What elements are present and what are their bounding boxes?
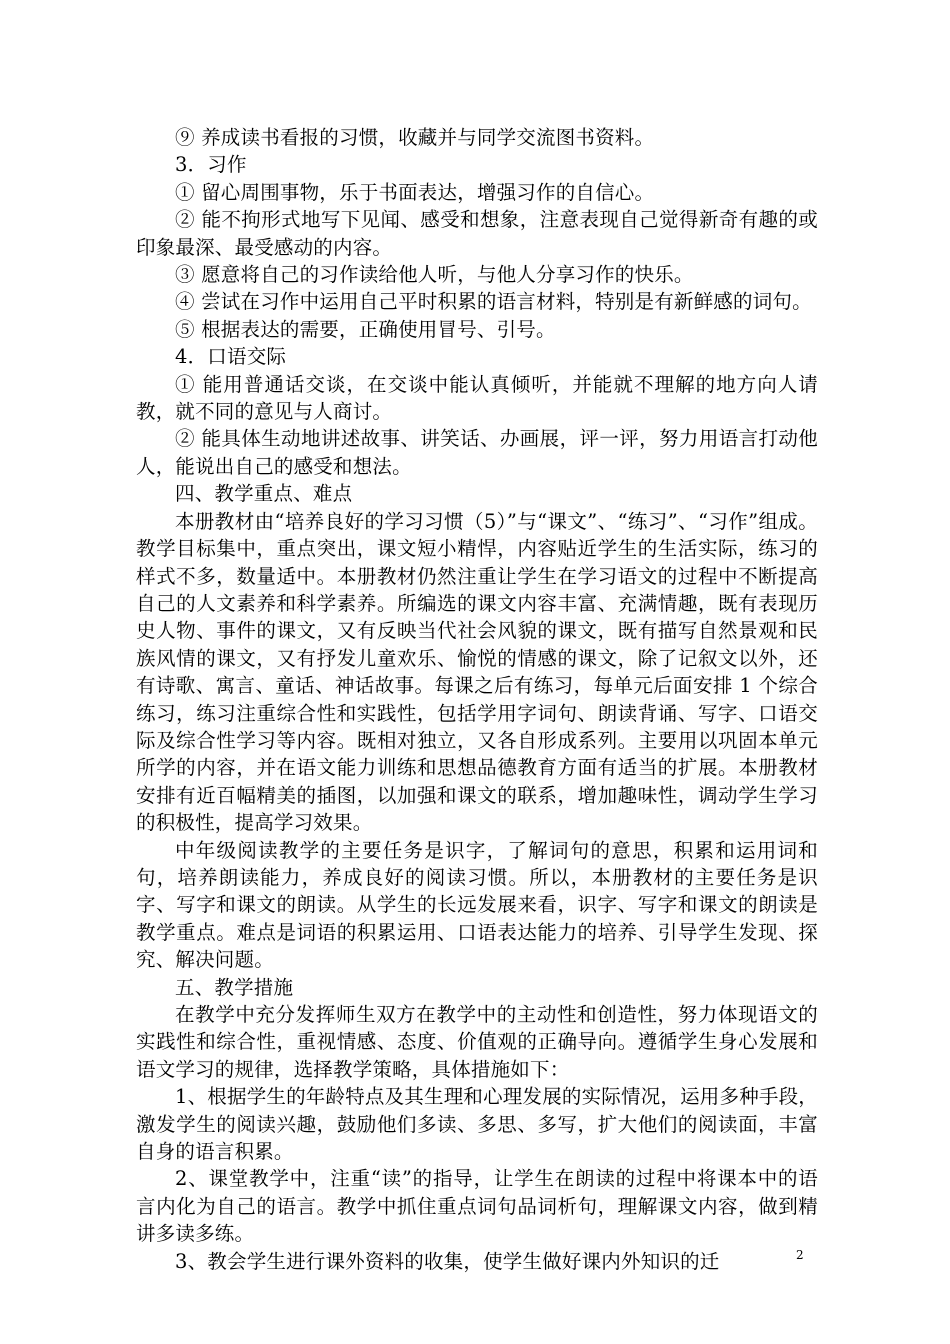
body-paragraph-textbook: 本册教材由“培养良好的学习习惯（5）”与“课文”、“练习”、“习作”组成。教学目标集中，重点突出，课文短小精悍，内容贴近学生的生活实际，练习的样式不多，数量适中。本册教材仍然注重让学生在学习语文的过程中不断提高自己的人文素养和科学素养。所编选的课文内容丰富、充满情趣，既有表现历史人物、事件的课文，又有反映当代社会风貌的课文，既有描写自然景观和民族风情的课文，又有抒发儿童欢乐、愉悦的情感的课文，除了记叙文以外，还有诗歌、寓言、童话、神话故事。每课之后有练习，每单元后面安排 1 个综合练习，练习注重综合性和实践性，包括学用字词句、朗读背诵、写字、口语交际及综合性学习等内容。既相对独立，又各自形成系列。主要用以巩固本单元所学的内容，并在语文能力训练和思想品德教育方面有适当的扩展。本册教材安排有近百幅精美的插图，以加强和课文的联系，增加趣味性，调动学生学习的积极性，提高学习效果。 xyxy=(136,509,818,835)
list-item-writing-1: ① 留心周围事物，乐于书面表达，增强习作的自信心。 xyxy=(175,180,655,204)
document-body xyxy=(136,124,818,1275)
section-heading-measures: 五、教学措施 xyxy=(175,975,294,999)
list-item-oral-1: ① 能用普通话交谈，在交谈中能认真倾听，并能就不理解的地方向人请教，就不同的意见与人商讨。 xyxy=(136,372,818,424)
section-heading-writing: 3．习作 xyxy=(175,153,247,177)
body-paragraph-measures-intro: 在教学中充分发挥师生双方在教学中的主动性和创造性，努力体现语文的实践性和综合性，重视情感、态度、价值观的正确导向。遵循学生身心发展和语文学习的规律，选择教学策略，具体措施如下： xyxy=(136,1003,818,1081)
body-paragraph-reading-tasks: 中年级阅读教学的主要任务是识字，了解词句的意思，积累和运用词和句，培养朗读能力，养成良好的阅读习惯。所以，本册教材的主要任务是识字、写字和课文的朗读。从学生的长远发展来看，识字、写字和课文的朗读是教学重点。难点是词语的积累运用、口语表达能力的培养、引导学生发现、探究、解决问题。 xyxy=(136,838,818,972)
list-item-writing-5: ⑤ 根据表达的需要，正确使用冒号、引号。 xyxy=(175,317,556,341)
list-item-measure-3: 3、教会学生进行课外资料的收集，使学生做好课内外知识的迁 xyxy=(175,1249,720,1273)
list-item-measure-1: 1、根据学生的年龄特点及其生理和心理发展的实际情况，运用多种手段，激发学生的阅读兴趣，鼓励他们多读、多思、多写，扩大他们的阅读面，丰富自身的语言积累。 xyxy=(136,1085,819,1164)
list-item-oral-2: ② 能具体生动地讲述故事、讲笑话、办画展，评一评，努力用语言打动他人，能说出自己的感受和想法。 xyxy=(136,427,818,478)
list-item-writing-4: ④ 尝试在习作中运用自己平时积累的语言材料，特别是有新鲜感的词句。 xyxy=(175,290,812,314)
list-item-writing-2: ② 能不拘形式地写下见闻、感受和想象，注意表现自己觉得新奇有趣的或印象最深、最受感动的内容。 xyxy=(136,208,818,259)
section-heading-oral: 4．口语交际 xyxy=(175,345,287,369)
list-item-measure-2: 2、课堂教学中，注重“读”的指导，让学生在朗读的过程中将课本中的语言内化为自己的语言。教学中抓住重点词句品词析句，理解课文内容，做到精讲多读多练。 xyxy=(136,1167,818,1246)
list-item-writing-3: ③ 愿意将自己的习作读给他人听，与他人分享习作的快乐。 xyxy=(175,263,694,287)
list-item-reading-9: ⑨ 养成读书看报的习惯，收藏并与同学交流图书资料。 xyxy=(175,126,655,149)
page-number: 2 xyxy=(796,1248,804,1262)
section-heading-key-points: 四、教学重点、难点 xyxy=(175,482,353,506)
